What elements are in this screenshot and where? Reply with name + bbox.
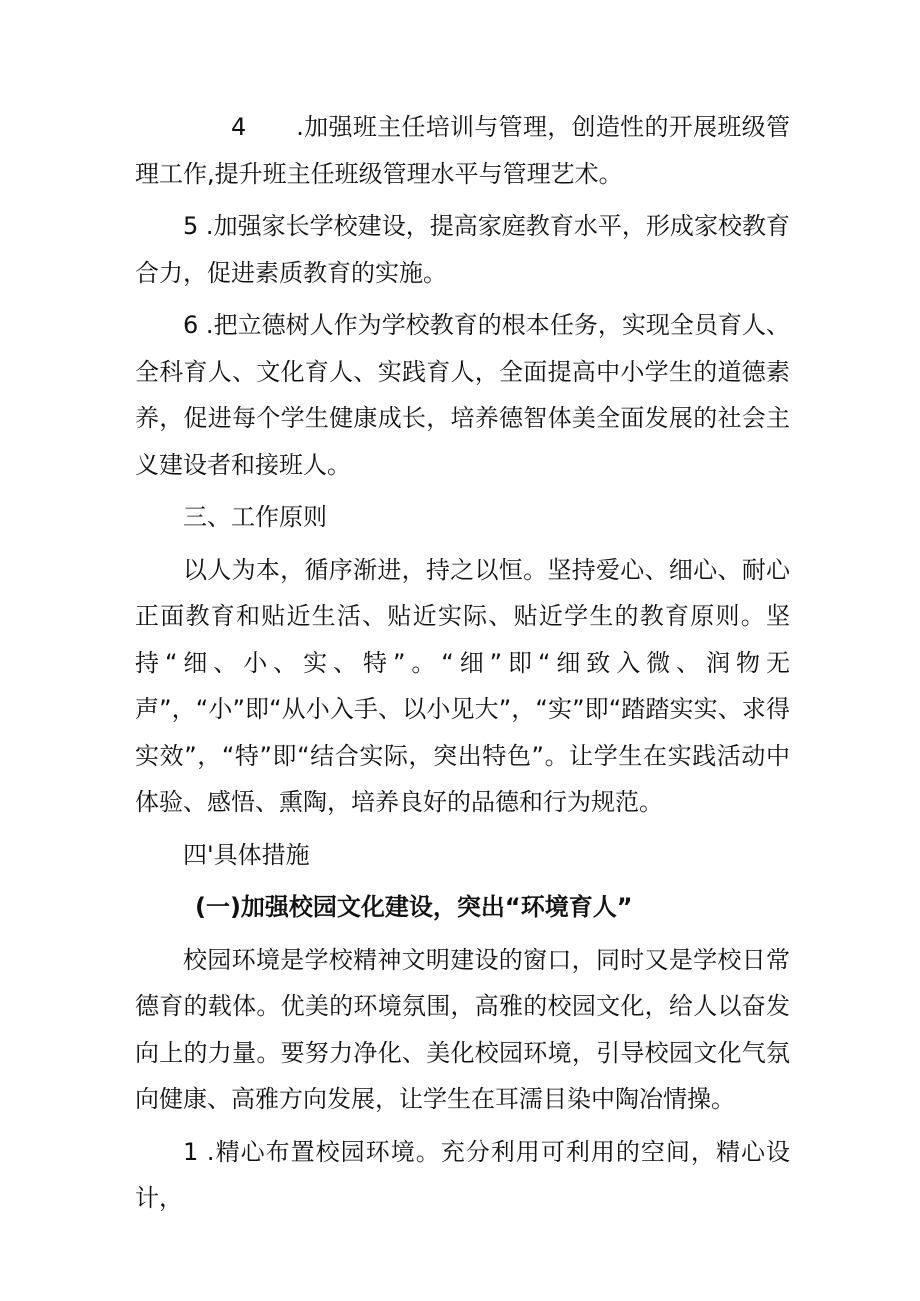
paragraph-principles: 以人为本，循序渐进，持之以恒。坚持爱心、细心、耐心正面教育和贴近生活、贴近实际、贴近学生的教育原则。坚持“细、小、实、特”。“细”即“细致入微、润物无声”，“小”即“从小入手、以小见大”，“实”即“踏踏实实、求得实效”，“特”即“结合实际，突出特色”。让学生在实践活动中体验、感悟、熏陶，培养良好的品德和行为规范。 xyxy=(135,555,790,816)
paragraph-item-6: 6 .把立德树人作为学校教育的根本任务，实现全员育人、全科育人、文化育人、实践育人，全面提高中小学生的道德素养，促进每个学生健康成长，培养德智体美全面发展的社会主义建设者和接班人。 xyxy=(135,311,790,479)
section-heading-measures: 四'具体措施 xyxy=(183,840,310,869)
paragraph-text: .加强班主任培训与管理，创造性的开展班级管理工作,提升班主任班级管理水平与管理艺术。 xyxy=(135,113,790,188)
section-heading-principles: 三、工作原则 xyxy=(183,503,327,531)
paragraph-item-4 xyxy=(135,104,790,197)
document-body xyxy=(135,104,790,1222)
subsection-heading-campus-culture: (一)加强校园文化建设，突出“环境育人” xyxy=(195,893,633,921)
paragraph-item-5: 5 .加强家长学校建设，提高家庭教育水平，形成家校教育合力，促进素质教育的实施。 xyxy=(135,212,790,287)
paragraph-campus-item-1: 1 .精心布置校园环境。充分利用可利用的空间，精心设计， xyxy=(135,1137,790,1212)
paragraph-campus-culture: 校园环境是学校精神文明建设的窗口，同时又是学校日常德育的载体。优美的环境氛围，高雅的校园文化，给人以奋发向上的力量。要努力净化、美化校园环境，引导校园文化气氛向健康、高雅方向发展，让学生在耳濡目染中陶冶情操。 xyxy=(135,945,790,1113)
item-number: 4 xyxy=(231,113,247,141)
